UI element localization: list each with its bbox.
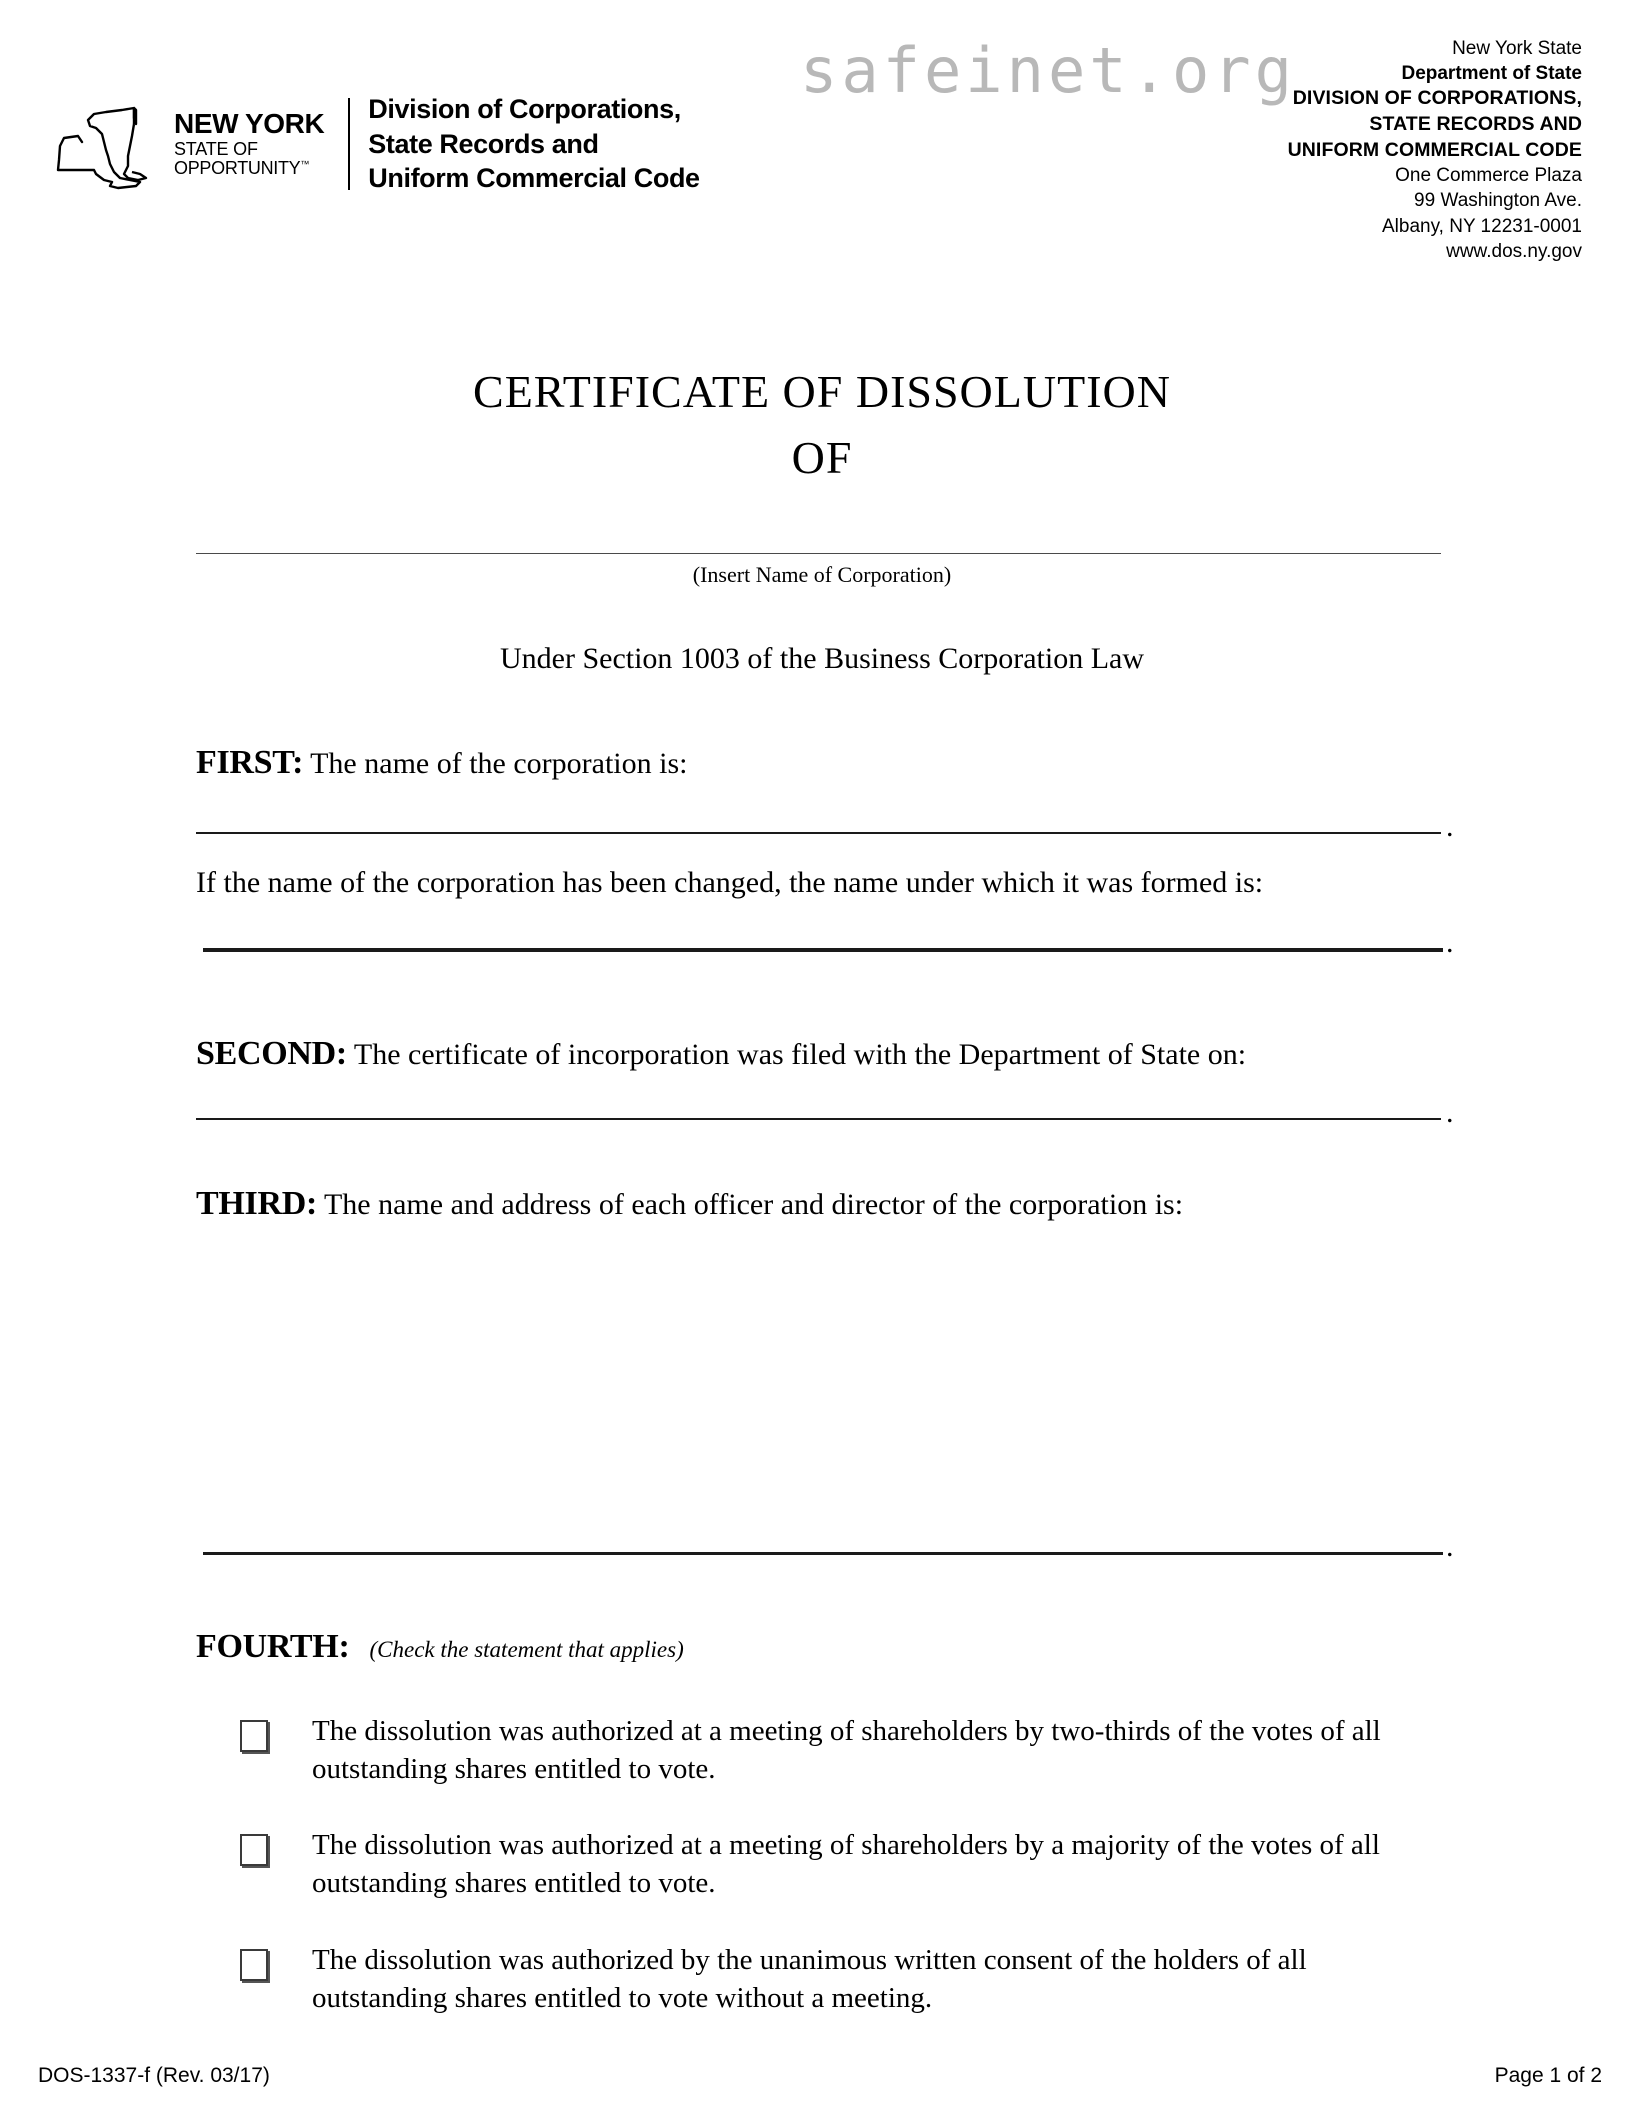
division-name-line-1: Division of Corporations,: [368, 94, 681, 124]
address-line-website: www.dos.ny.gov: [1446, 240, 1582, 262]
logo-divider: [348, 98, 350, 190]
fourth-option-row-3[interactable]: [240, 1941, 1440, 2018]
address-line-department: Department of State: [1401, 63, 1582, 85]
first-name-period: .: [1446, 810, 1454, 843]
section-fourth-ordinal: FOURTH:: [196, 1628, 350, 1665]
page-title-of: OF: [791, 432, 853, 484]
section-second-text: The certificate of incorporation was filed with the Department of State on:: [353, 1038, 1247, 1071]
fourth-option-row-1[interactable]: [240, 1712, 1440, 1789]
safeinet-watermark: safeinet.org: [800, 34, 1296, 107]
section-third-text: The name and address of each officer and director of the corporation is:: [323, 1188, 1184, 1221]
section-first-heading: [196, 744, 687, 782]
address-line-division: DIVISION OF CORPORATIONS,: [1292, 87, 1582, 110]
first-former-name-input-rule[interactable]: [203, 948, 1443, 952]
checkbox-two-thirds-label: The dissolution was authorized at a meeting of shareholders by two-thirds of the votes of all outstanding shares entitled to vote.: [312, 1715, 1381, 1786]
corporation-name-caption: (Insert Name of Corporation): [692, 562, 952, 587]
address-line-street-2: 99 Washington Ave.: [1414, 190, 1582, 212]
checkbox-unanimous-consent-label: The dissolution was authorized by the unanimous written consent of the holders of all outstanding shares entitled to vote without a meeting.: [312, 1944, 1307, 2015]
address-line-ucc: UNIFORM COMMERCIAL CODE: [1287, 138, 1582, 161]
address-line-street-1: One Commerce Plaza: [1395, 165, 1582, 187]
section-second-heading: [196, 1035, 1246, 1073]
section-first-ordinal: FIRST:: [196, 744, 304, 781]
corporation-name-rule: [196, 553, 1441, 554]
second-filing-date-period: .: [1446, 1096, 1454, 1129]
first-former-name-period: .: [1446, 926, 1454, 959]
under-section-line: Under Section 1003 of the Business Corporation Law: [499, 642, 1145, 675]
section-fourth-note: (Check the statement that applies): [369, 1637, 684, 1662]
trademark-symbol: ™: [300, 159, 310, 170]
checkbox-majority-label: The dissolution was authorized at a meeting of shareholders by a majority of the votes of all outstanding shares entitled to vote.: [312, 1829, 1380, 1900]
wordmark-state-of: STATE OF: [174, 139, 258, 160]
ny-state-logo: [48, 92, 700, 196]
section-fourth-heading: [196, 1628, 684, 1666]
second-filing-date-input-rule[interactable]: [196, 1118, 1441, 1120]
page-title: CERTIFICATE OF DISSOLUTION: [473, 366, 1171, 417]
page-header: [0, 0, 1644, 300]
checkbox-unanimous-consent[interactable]: [240, 1949, 268, 1981]
third-officers-period: .: [1446, 1530, 1454, 1563]
section-third-heading: [196, 1185, 1183, 1223]
section-second-ordinal: SECOND:: [196, 1035, 347, 1072]
footer-form-id: DOS-1337-f (Rev. 03/17): [38, 2064, 270, 2087]
first-former-name-text: If the name of the corporation has been changed, the name under which it was formed is:: [196, 866, 1264, 899]
wordmark-opportunity: OPPORTUNITY™: [174, 158, 310, 179]
checkbox-majority[interactable]: [240, 1834, 268, 1866]
division-name: [368, 92, 699, 196]
first-name-input-rule[interactable]: [196, 832, 1441, 834]
address-line-state-records: STATE RECORDS AND: [1369, 112, 1582, 135]
wordmark-new-york: NEW YORK: [174, 108, 325, 140]
footer-page-number: Page 1 of 2: [1494, 2064, 1602, 2087]
division-name-line-3: Uniform Commercial Code: [368, 163, 700, 194]
agency-address-block: [1288, 36, 1582, 264]
ny-wordmark: [174, 110, 324, 177]
address-line-state: New York State: [1452, 38, 1582, 59]
division-name-line-2: State Records and: [368, 128, 599, 159]
checkbox-two-thirds[interactable]: [240, 1720, 268, 1752]
section-first-text: The name of the corporation is:: [310, 747, 688, 780]
section-third-ordinal: THIRD:: [196, 1185, 317, 1222]
fourth-option-row-2[interactable]: [240, 1826, 1440, 1903]
address-line-city: Albany, NY 12231-0001: [1381, 215, 1582, 237]
document-title: [0, 368, 1644, 483]
third-officers-input-rule[interactable]: [203, 1552, 1443, 1555]
